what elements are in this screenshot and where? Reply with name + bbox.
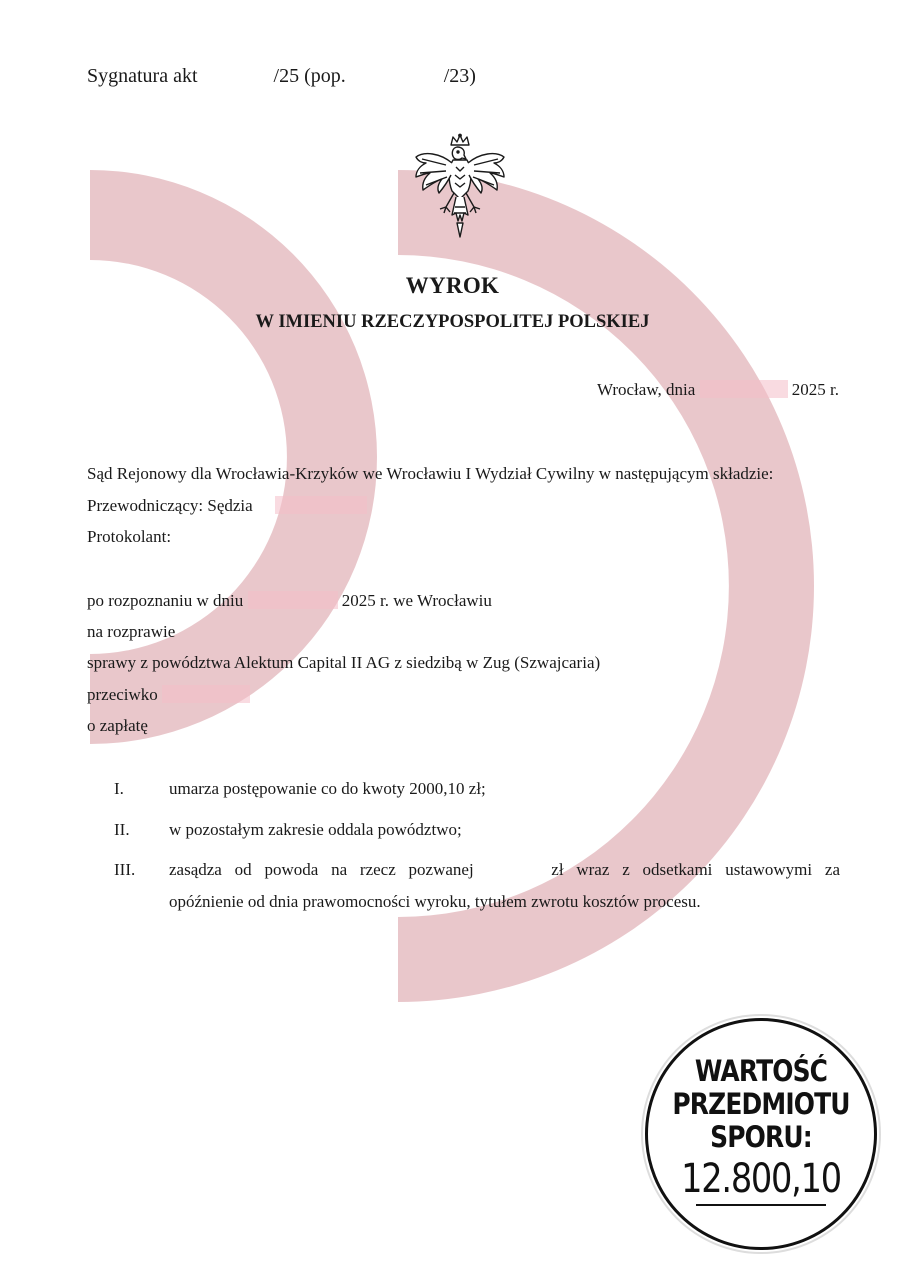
stamp-value: 12.800,10 xyxy=(681,1156,841,1202)
hearing-date-suffix: 2025 r. we Wrocławiu xyxy=(341,591,492,610)
ruling-word: od xyxy=(234,860,252,879)
signature-prefix: Sygnatura akt xyxy=(87,65,198,87)
ruling-point-number: II. xyxy=(114,820,130,839)
ruling-word: za xyxy=(824,860,840,879)
redacted-case-number xyxy=(203,67,269,85)
ruling-word: na xyxy=(331,860,348,879)
place-and-date xyxy=(597,380,839,398)
stamp-line-1: WARTOŚĆ xyxy=(694,1054,828,1088)
redacted-previous-case-number xyxy=(351,67,439,85)
ruling-point-text-line1 xyxy=(169,861,840,879)
ruling-point-text: w pozostałym zakresie oddala powództwo; xyxy=(169,820,462,839)
presiding-judge-line xyxy=(87,496,367,514)
ruling-point-number: I. xyxy=(114,779,124,798)
ruling-point-text: umarza postępowanie co do kwoty 2000,10 zł; xyxy=(169,779,486,798)
redacted-hearing-date xyxy=(248,591,338,609)
redacted-judge-name xyxy=(275,496,367,514)
hearing-date-line xyxy=(87,591,492,609)
ruling-word: ustawowymi xyxy=(725,860,813,879)
case-signature xyxy=(87,66,476,86)
redacted-defendant-name xyxy=(162,685,250,703)
place-date-prefix: Wrocław, dnia xyxy=(596,380,696,399)
signature-mid: /25 (pop. xyxy=(273,65,346,87)
dispute-value-stamp xyxy=(645,1018,877,1250)
recorder-line xyxy=(87,528,171,545)
hearing-date-prefix: po rozpoznaniu w dniu xyxy=(87,591,244,610)
redacted-costs-amount xyxy=(486,861,538,879)
document-subtitle: W IMIENIU RZECZYPOSPOLITEJ POLSKIEJ xyxy=(255,312,650,332)
case-subject: o zapłatę xyxy=(87,716,148,735)
ruling-word: zasądza xyxy=(169,860,222,879)
court-composition: Sąd Rejonowy dla Wrocławia-Krzyków we Wrocławiu I Wydział Cywilny w następującym składzie: xyxy=(87,464,774,483)
ruling-point-number: III. xyxy=(114,860,136,879)
hearing-type: na rozprawie xyxy=(87,622,176,641)
polish-eagle-emblem-icon xyxy=(410,133,510,241)
case-description: sprawy z powództwa Alektum Capital II AG z siedzibą w Zug (Szwajcaria) xyxy=(87,653,601,672)
ruling-word: z xyxy=(622,860,630,879)
ruling-point-text-line2: opóźnienie od dnia prawomocności wyroku, tytułem zwrotu kosztów procesu. xyxy=(169,892,701,911)
ruling-word: pozwanej xyxy=(408,860,474,879)
stamp-line-2: PRZEDMIOTU xyxy=(672,1087,850,1121)
ruling-word: odsetkami xyxy=(642,860,713,879)
place-date-suffix: 2025 r. xyxy=(791,380,839,399)
stamp-line-3: SPORU: xyxy=(710,1120,812,1154)
ruling-word: rzecz xyxy=(359,860,396,879)
presiding-judge-label: Przewodniczący: Sędzia xyxy=(87,496,253,515)
document-title: WYROK xyxy=(405,273,500,298)
ruling-word: zł xyxy=(551,860,564,879)
ruling-word: powoda xyxy=(264,860,319,879)
ruling-word: wraz xyxy=(576,860,610,879)
signature-suffix: /23) xyxy=(443,65,476,87)
defendant-label: przeciwko xyxy=(87,685,158,704)
recorder-label: Protokolant: xyxy=(87,527,172,546)
stamp-underline xyxy=(696,1204,826,1206)
redacted-date xyxy=(700,380,788,398)
defendant-line xyxy=(87,685,250,703)
